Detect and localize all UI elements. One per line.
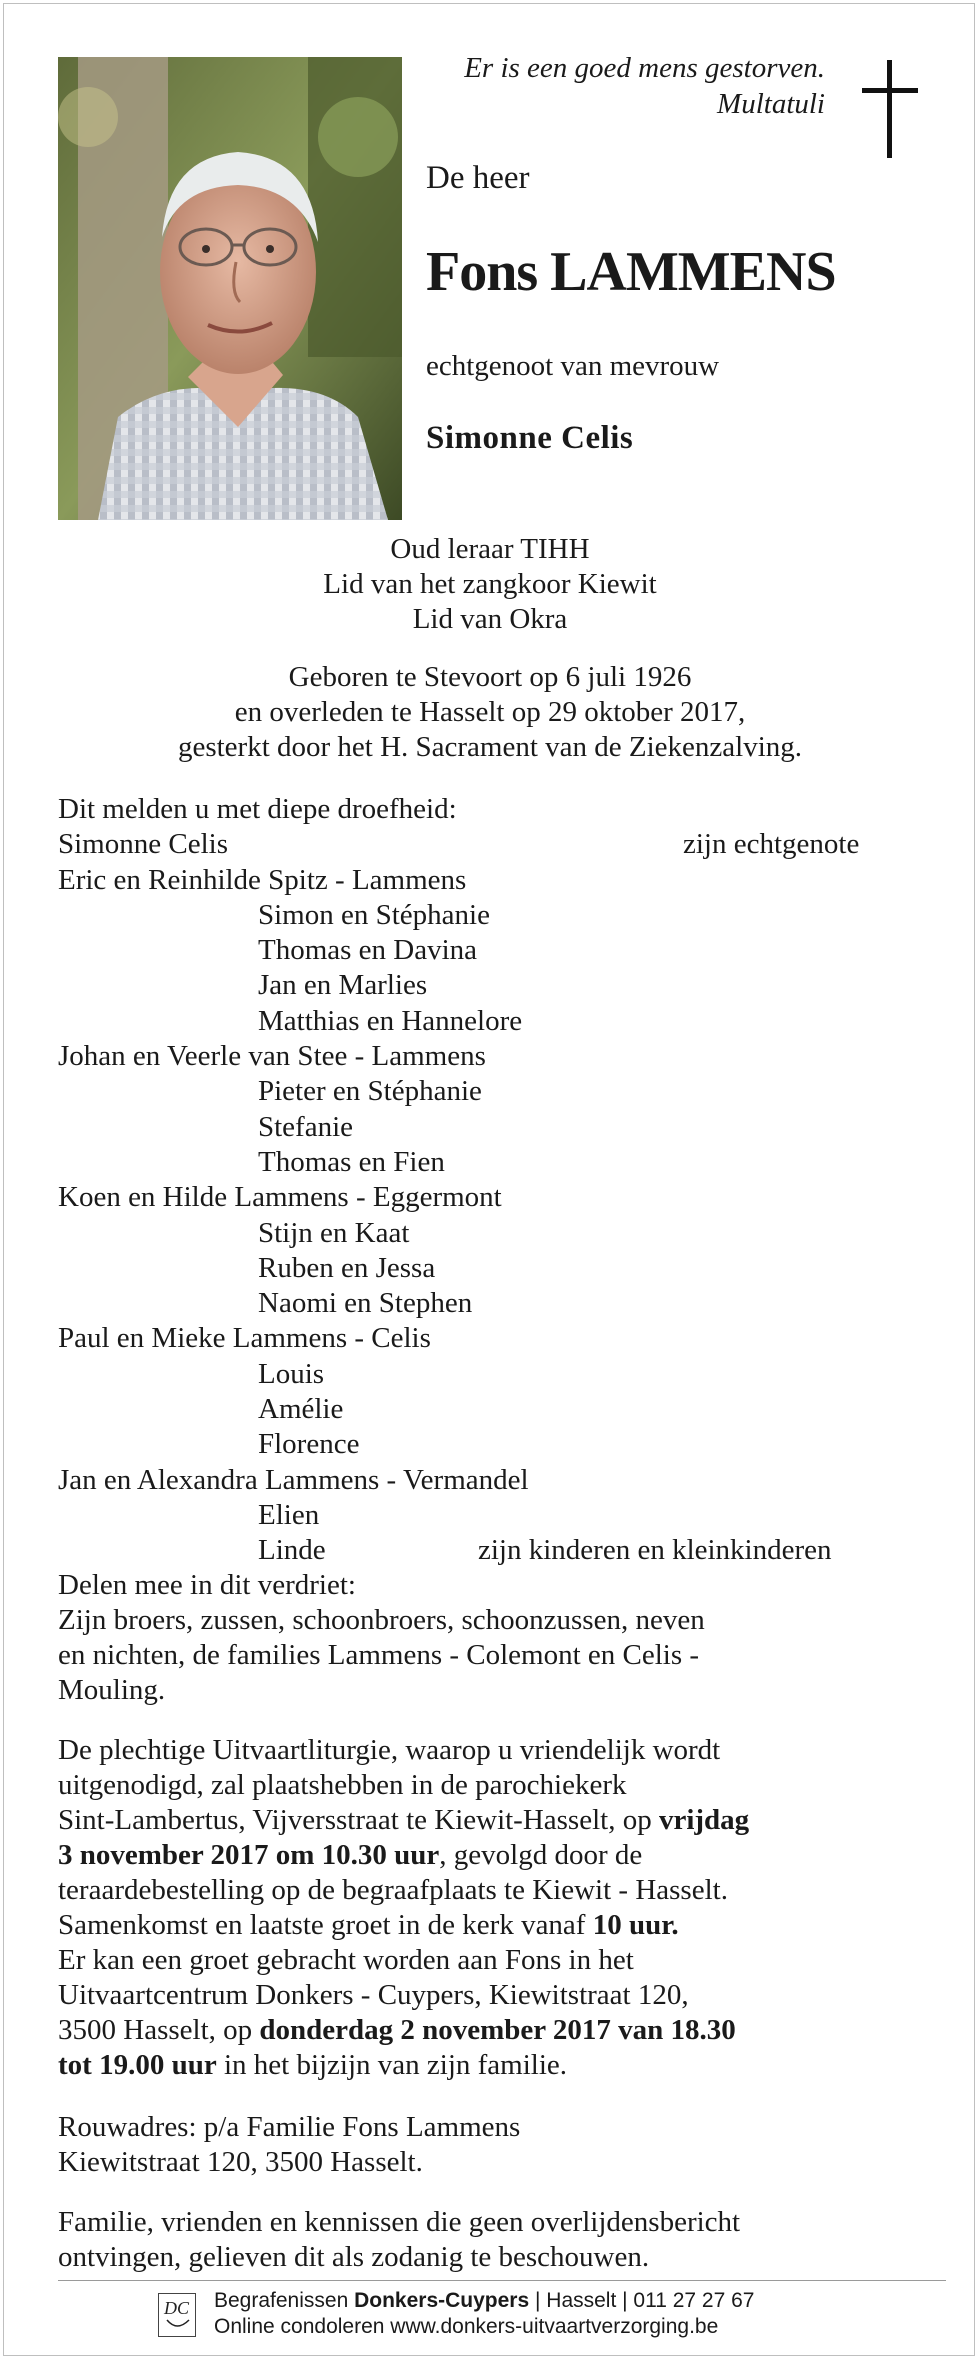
liturgie-line: De plechtige Uitvaartliturgie, waarop u vriendelijk wordt [58,1734,721,1766]
funeral-details [58,1733,928,2083]
family-grandchild: Pieter en Stéphanie [258,1075,482,1108]
funeral-home-logo [158,2293,196,2337]
last-child-row [58,1533,928,1568]
spouse-name: Simonne Celis [426,420,634,456]
liturgie-line [58,2013,928,2048]
family-parents: Jan en Alexandra Lammens - Vermandel [58,1463,529,1496]
family-grandchild: Simon en Stéphanie [258,898,490,931]
visitation-date: donderdag 2 november 2017 van 18.30 [259,2014,736,2046]
liturgie-text: 3500 Hasselt, op [58,2014,260,2046]
birth-death [0,660,980,765]
address-line: Rouwadres: p/a Familie Fons Lammens [58,2111,521,2143]
liturgie-text: Sint-Lambertus, Vijversstraat te Kiewit-Hasselt, op [58,1804,659,1836]
footer [0,2288,980,2348]
spouse-entry: Simonne Celis [58,828,228,861]
family-grandchild: Thomas en Fien [258,1145,445,1178]
family-grandchild: Jan en Marlies [258,969,428,1002]
footer-prefix: Begrafenissen [214,2289,355,2312]
date-line: gesterkt door het H. Sacrament van de Ziekenzalving. [177,731,803,763]
liturgie-text: , gevolgd door de [439,1839,643,1871]
verdriet-line: en nichten, de families Lammens - Colemont en Celis - [58,1639,700,1671]
liturgie-line: teraardebestelling op de begraafplaats te Kiewit - Hasselt. [58,1874,728,1906]
visitation-end: tot 19.00 uur [58,2049,217,2081]
family-list [58,792,928,1569]
address-line: Kiewitstraat 120, 3500 Hasselt. [58,2146,423,2178]
liturgie-line: uitgenodigd, zal plaatshebben in de parochiekerk [58,1769,627,1801]
spouse-intro: echtgenoot van mevrouw [426,350,720,382]
logo-text: DC [164,2298,190,2318]
verdriet-line: Mouling. [58,1674,166,1706]
family-grandchild: Linde [258,1534,326,1567]
liturgie-date: 3 november 2017 om 10.30 uur [58,1839,440,1871]
family-grandchild: Elien [258,1498,320,1531]
family-grandchild: Thomas en Davina [258,934,478,967]
role-line: Oud leraar TIHH [390,533,590,565]
closing-note [58,2205,928,2275]
mourning-address [58,2110,928,2180]
family-grandchild: Louis [258,1357,325,1390]
spouse-row [58,827,928,862]
role-line: Lid van Okra [412,603,568,635]
family-grandchild: Ruben en Jessa [258,1251,436,1284]
closing-line: Familie, vrienden en kennissen die geen overlijdensbericht [58,2206,741,2238]
sharing-grief [58,1568,928,1708]
footer-line-1 [214,2288,755,2314]
family-grandchild: Florence [258,1428,360,1461]
liturgie-day: vrijdag [658,1804,750,1836]
deceased-name: Fons LAMMENS [426,241,836,303]
family-parents: Johan en Veerle van Stee - Lammens [58,1040,486,1073]
verdriet-line: Zijn broers, zussen, schoonbroers, schoonzussen, neven [58,1604,705,1636]
date-line: Geboren te Stevoort op 6 juli 1926 [288,661,692,693]
footer-line-2[interactable]: Online condoleren www.donkers-uitvaartverzorging.be [214,2315,719,2338]
liturgie-line: Er kan een groet gebracht worden aan Fons in het [58,1944,634,1976]
liturgie-time: 10 uur. [592,1909,679,1941]
liturgie-line [58,2048,928,2083]
liturgie-line: Uitvaartcentrum Donkers - Cuypers, Kiewitstraat 120, [58,1979,689,2011]
quote [420,50,825,122]
family-grandchild: Stijn en Kaat [258,1216,410,1249]
family-parents: Koen en Hilde Lammens - Eggermont [58,1181,502,1214]
role-line: Lid van het zangkoor Kiewit [323,568,657,600]
portrait-photo [58,57,402,520]
date-line: en overleden te Hasselt op 29 oktober 2017, [234,696,746,728]
spouse-role: zijn echtgenote [683,828,860,861]
family-parents: Eric en Reinhilde Spitz - Lammens [58,863,467,896]
liturgie-line [58,1908,928,1943]
closing-line: ontvingen, gelieven dit als zodanig te beschouwen. [58,2241,650,2273]
footer-company: Donkers-Cuypers [354,2289,530,2312]
family-parents: Paul en Mieke Lammens - Celis [58,1322,431,1355]
family-grandchild: Stefanie [258,1110,354,1143]
children-role: zijn kinderen en kleinkinderen [478,1534,832,1567]
family-grandchild: Naomi en Stephen [258,1287,473,1320]
footer-contact: | Hasselt | 011 27 27 67 [529,2289,755,2312]
family-grandchild: Matthias en Hannelore [258,1004,523,1037]
footer-text [214,2288,755,2340]
liturgie-text: in het bijzijn van zijn familie. [216,2049,568,2081]
liturgie-text: Samenkomst en laatste groet in de kerk vanaf [58,1909,593,1941]
roles [0,532,980,637]
family-grandchild: Amélie [258,1393,344,1426]
liturgie-line [58,1838,928,1873]
quote-text: Er is een goed mens gestorven. [464,52,825,84]
quote-author: Multatuli [717,88,825,120]
verdriet-intro: Delen mee in dit verdriet: [58,1569,356,1601]
family-intro: Dit melden u met diepe droefheid: [58,793,457,825]
honorific: De heer [426,160,530,196]
footer-divider [58,2280,946,2281]
cross-icon [862,60,918,163]
liturgie-line [58,1803,928,1838]
